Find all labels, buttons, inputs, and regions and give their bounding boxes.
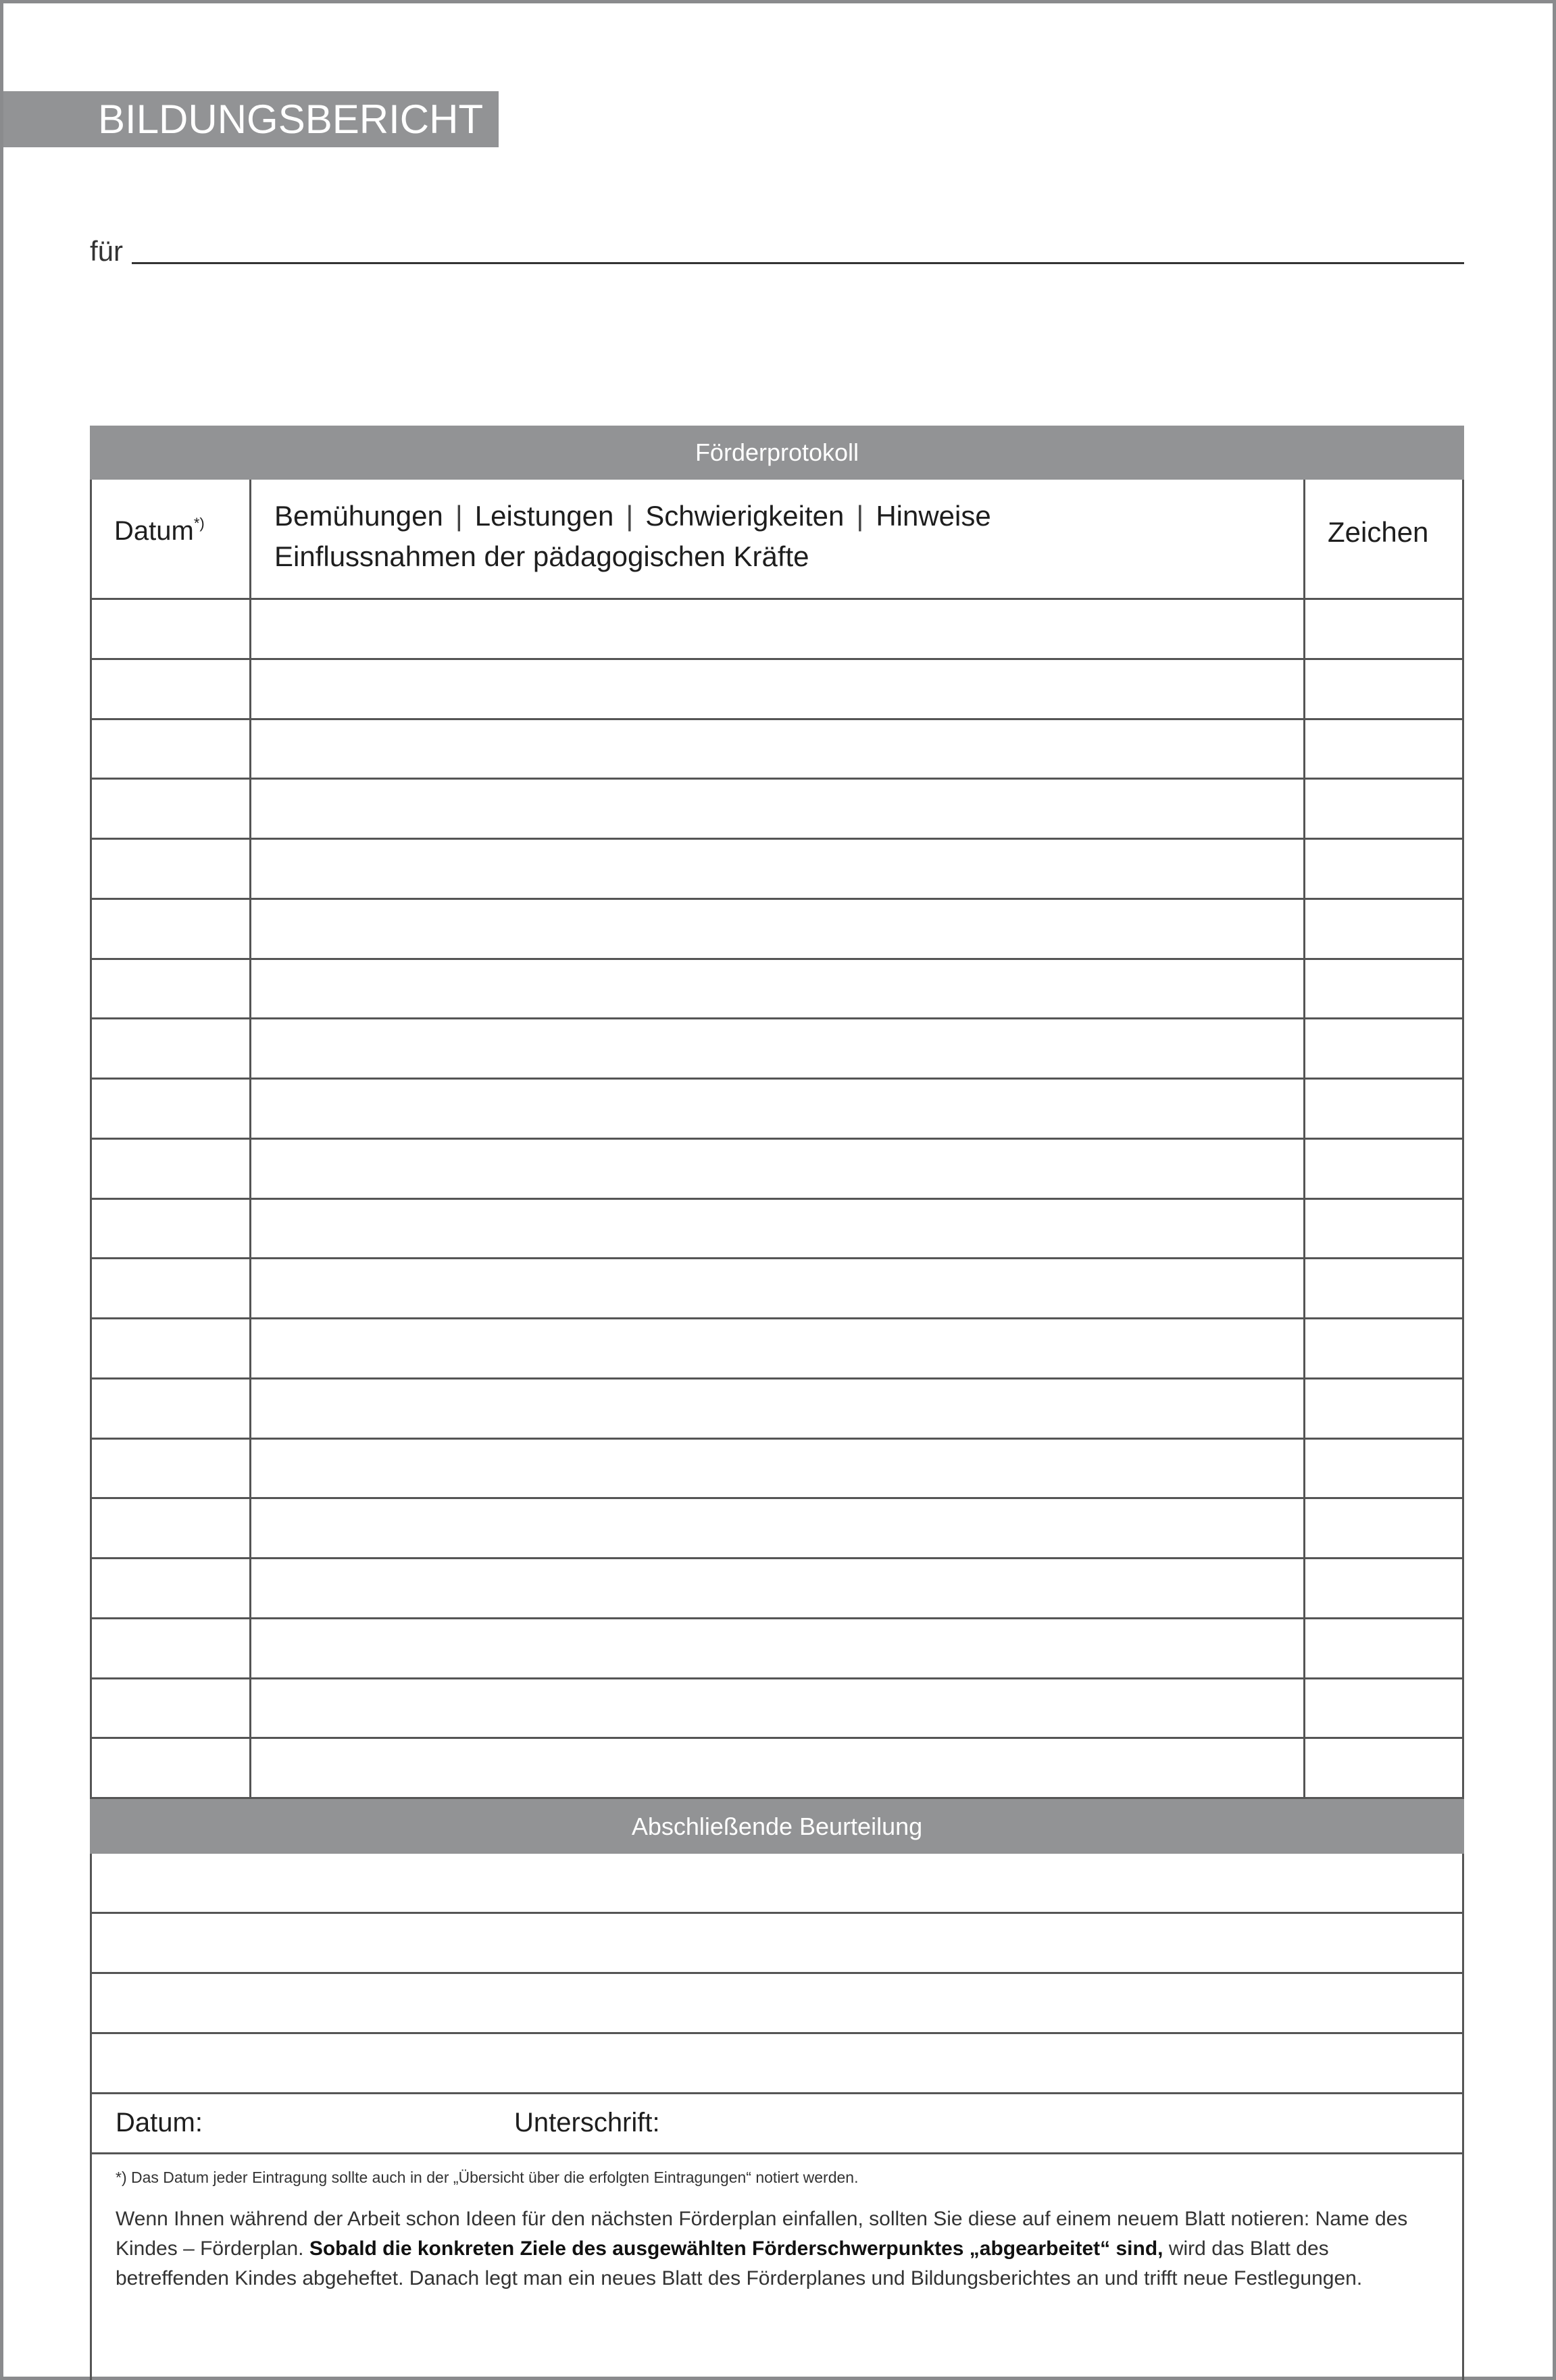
signature-row (90, 2094, 1464, 2154)
datum-cell[interactable] (90, 1080, 249, 1138)
table-row (90, 1379, 1464, 1440)
table-row (90, 780, 1464, 840)
table-row (90, 1019, 1464, 1080)
zeichen-cell[interactable] (1303, 1739, 1464, 1797)
entry-cell[interactable] (249, 960, 1303, 1018)
fuer-label: für (90, 235, 124, 267)
entry-cell[interactable] (249, 1619, 1303, 1677)
table-row (90, 1619, 1464, 1679)
assessment-line[interactable] (90, 1974, 1464, 2034)
protocol-column-header (90, 480, 1464, 600)
entry-cell[interactable] (249, 1019, 1303, 1078)
beurteilung-header: Abschließende Beurteilung (90, 1799, 1464, 1854)
document-title: BILDUNGSBERICHT (3, 91, 499, 147)
col-topics-header: Bemühungen | Leistungen | Schwierigkeiten | Hinweise (274, 500, 991, 532)
datum-cell[interactable] (90, 1140, 249, 1198)
zeichen-cell[interactable] (1303, 900, 1464, 958)
entry-cell[interactable] (249, 840, 1303, 898)
entry-cell[interactable] (249, 1559, 1303, 1617)
zeichen-cell[interactable] (1303, 1679, 1464, 1738)
table-row (90, 1259, 1464, 1319)
table-row (90, 1739, 1464, 1799)
fuer-name-line[interactable] (132, 262, 1464, 264)
table-row (90, 1679, 1464, 1740)
table-row (90, 660, 1464, 720)
table-row (90, 1200, 1464, 1260)
footnote: *) Das Datum jeder Eintragung sollte auch in der „Übersicht über die erfolgten Eintragungen“ notiert werden. (116, 2169, 859, 2186)
entry-cell[interactable] (249, 600, 1303, 658)
assessment-line[interactable] (90, 1914, 1464, 1974)
zeichen-cell[interactable] (1303, 780, 1464, 838)
datum-cell[interactable] (90, 1559, 249, 1617)
datum-cell[interactable] (90, 600, 249, 658)
zeichen-cell[interactable] (1303, 600, 1464, 658)
table-row (90, 1319, 1464, 1379)
datum-cell[interactable] (90, 720, 249, 778)
col-divider-2 (1303, 480, 1305, 600)
entry-cell[interactable] (249, 1259, 1303, 1317)
datum-cell[interactable] (90, 840, 249, 898)
foerderprotokoll-header: Förderprotokoll (90, 426, 1464, 480)
assessment-line[interactable] (90, 1854, 1464, 1914)
col-datum-header: Datum*) (114, 515, 205, 546)
assessment-line[interactable] (90, 2034, 1464, 2094)
entry-cell[interactable] (249, 1499, 1303, 1557)
zeichen-cell[interactable] (1303, 1200, 1464, 1258)
col-zeichen-header: Zeichen (1328, 516, 1429, 548)
entry-cell[interactable] (249, 1739, 1303, 1797)
zeichen-cell[interactable] (1303, 1619, 1464, 1677)
table-row (90, 1559, 1464, 1619)
datum-cell[interactable] (90, 1259, 249, 1317)
entry-cell[interactable] (249, 660, 1303, 718)
datum-cell[interactable] (90, 1739, 249, 1797)
zeichen-cell[interactable] (1303, 1559, 1464, 1617)
zeichen-cell[interactable] (1303, 1080, 1464, 1138)
entry-cell[interactable] (249, 900, 1303, 958)
table-row (90, 1440, 1464, 1500)
zeichen-cell[interactable] (1303, 1379, 1464, 1438)
entry-cell[interactable] (249, 780, 1303, 838)
datum-cell[interactable] (90, 1679, 249, 1738)
entry-cell[interactable] (249, 1080, 1303, 1138)
datum-cell[interactable] (90, 660, 249, 718)
datum-cell[interactable] (90, 1379, 249, 1438)
table-row (90, 960, 1464, 1020)
signature-datum-label: Datum: (116, 2108, 203, 2137)
table-row (90, 600, 1464, 660)
datum-cell[interactable] (90, 1619, 249, 1677)
zeichen-cell[interactable] (1303, 1140, 1464, 1198)
datum-cell[interactable] (90, 960, 249, 1018)
instruction-note: Wenn Ihnen während der Arbeit schon Ideen für den nächsten Förderplan einfallen, sollten Sie diese auf einem neuem Blatt notieren: Name des Kindes – Förderplan. Sobald die konkreten Ziele des ausgewählten Förderschwerpunktes „abgearbeitet“ sind, wird das Blatt des betreffenden Kindes abgeheftet. Danach legt man ein neues Blatt des Förderplanes und Bildungsberichtes an und trifft neue Festlegungen. (116, 2208, 1408, 2289)
datum-cell[interactable] (90, 1019, 249, 1078)
form-sheet (90, 426, 1464, 2380)
col-divider-1 (249, 480, 251, 600)
zeichen-cell[interactable] (1303, 1019, 1464, 1078)
table-row (90, 1080, 1464, 1140)
signature-unterschrift-label: Unterschrift: (514, 2108, 660, 2137)
datum-cell[interactable] (90, 1440, 249, 1498)
zeichen-cell[interactable] (1303, 720, 1464, 778)
col-topics-subheader: Einflussnahmen der pädagogischen Kräfte (274, 540, 809, 572)
entry-cell[interactable] (249, 1379, 1303, 1438)
zeichen-cell[interactable] (1303, 1499, 1464, 1557)
zeichen-cell[interactable] (1303, 960, 1464, 1018)
entry-cell[interactable] (249, 1200, 1303, 1258)
entry-cell[interactable] (249, 720, 1303, 778)
datum-cell[interactable] (90, 1319, 249, 1377)
table-row (90, 1140, 1464, 1200)
zeichen-cell[interactable] (1303, 840, 1464, 898)
datum-cell[interactable] (90, 780, 249, 838)
table-row (90, 840, 1464, 900)
entry-cell[interactable] (249, 1140, 1303, 1198)
table-row (90, 1499, 1464, 1559)
table-row (90, 900, 1464, 960)
table-row (90, 720, 1464, 780)
entry-cell[interactable] (249, 1440, 1303, 1498)
entry-cell[interactable] (249, 1319, 1303, 1377)
zeichen-cell[interactable] (1303, 1440, 1464, 1498)
zeichen-cell[interactable] (1303, 660, 1464, 718)
datum-cell[interactable] (90, 900, 249, 958)
entry-cell[interactable] (249, 1679, 1303, 1738)
datum-cell[interactable] (90, 1499, 249, 1557)
datum-cell[interactable] (90, 1200, 249, 1258)
zeichen-cell[interactable] (1303, 1259, 1464, 1317)
zeichen-cell[interactable] (1303, 1319, 1464, 1377)
